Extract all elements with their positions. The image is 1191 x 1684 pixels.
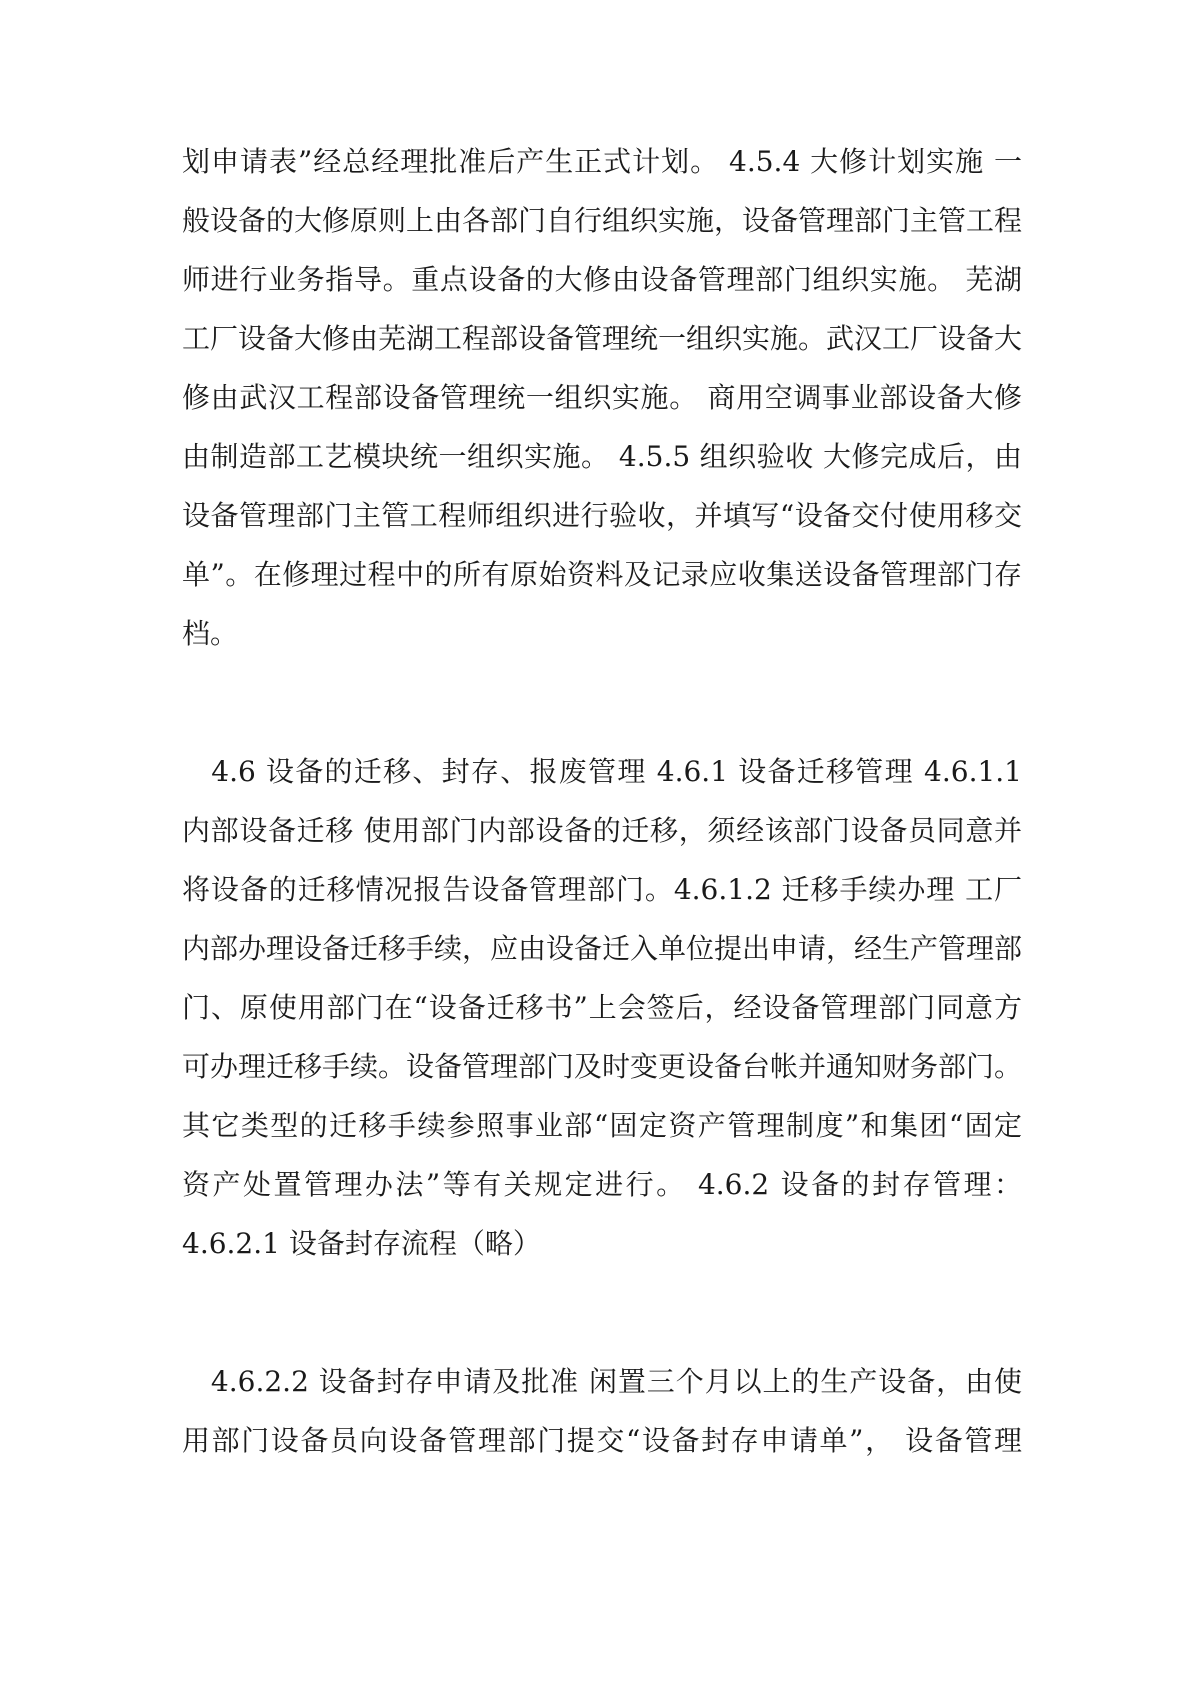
text-line: 划申请表”经总经理批准后产生正式计划。 4.5.4 大修计划实施 一 bbox=[182, 145, 1022, 178]
text-line: 修由武汉工程部设备管理统一组织实施。 商用空调事业部设备大修 bbox=[182, 381, 1022, 414]
text-line: 由制造部工艺模块统一组织实施。 4.5.5 组织验收 大修完成后，由 bbox=[182, 440, 1022, 473]
text-line: 用部门设备员向设备管理部门提交“设备封存申请单”， 设备管理 bbox=[182, 1424, 1022, 1457]
text-line: 单”。在修理过程中的所有原始资料及记录应收集送设备管理部门存 bbox=[182, 558, 1022, 591]
text-line: 其它类型的迁移手续参照事业部“固定资产管理制度”和集团“固定 bbox=[182, 1109, 1022, 1142]
text-line: 内部办理设备迁移手续，应由设备迁入单位提出申请，经生产管理部 bbox=[182, 932, 1023, 965]
text-line: 将设备的迁移情况报告设备管理部门。4.6.1.2 迁移手续办理 工厂 bbox=[182, 873, 1022, 906]
text-line: 设备管理部门主管工程师组织进行验收，并填写“设备交付使用移交 bbox=[182, 499, 1022, 532]
text-line: 门、原使用部门在“设备迁移书”上会签后，经设备管理部门同意方 bbox=[182, 991, 1022, 1024]
text-line: 4.6.2.2 设备封存申请及批准 闲置三个月以上的生产设备，由使 bbox=[182, 1365, 1022, 1398]
text-line: 4.6.2.1 设备封存流程（略） bbox=[182, 1227, 541, 1260]
text-line: 内部设备迁移 使用部门内部设备的迁移，须经该部门设备员同意并 bbox=[182, 814, 1022, 847]
text-line: 档。 bbox=[182, 617, 239, 650]
text-line: 工厂设备大修由芜湖工程部设备管理统一组织实施。武汉工厂设备大 bbox=[182, 322, 1023, 355]
text-line: 资产处置管理办法”等有关规定进行。 4.6.2 设备的封存管理： bbox=[182, 1168, 1022, 1201]
text-line: 般设备的大修原则上由各部门自行组织实施，设备管理部门主管工程 bbox=[182, 204, 1023, 237]
text-line: 4.6 设备的迁移、封存、报废管理 4.6.1 设备迁移管理 4.6.1.1 bbox=[182, 755, 1022, 788]
text-line: 师进行业务指导。重点设备的大修由设备管理部门组织实施。 芜湖 bbox=[182, 263, 1022, 296]
text-line: 可办理迁移手续。设备管理部门及时变更设备台帐并通知财务部门。 bbox=[182, 1050, 1023, 1083]
